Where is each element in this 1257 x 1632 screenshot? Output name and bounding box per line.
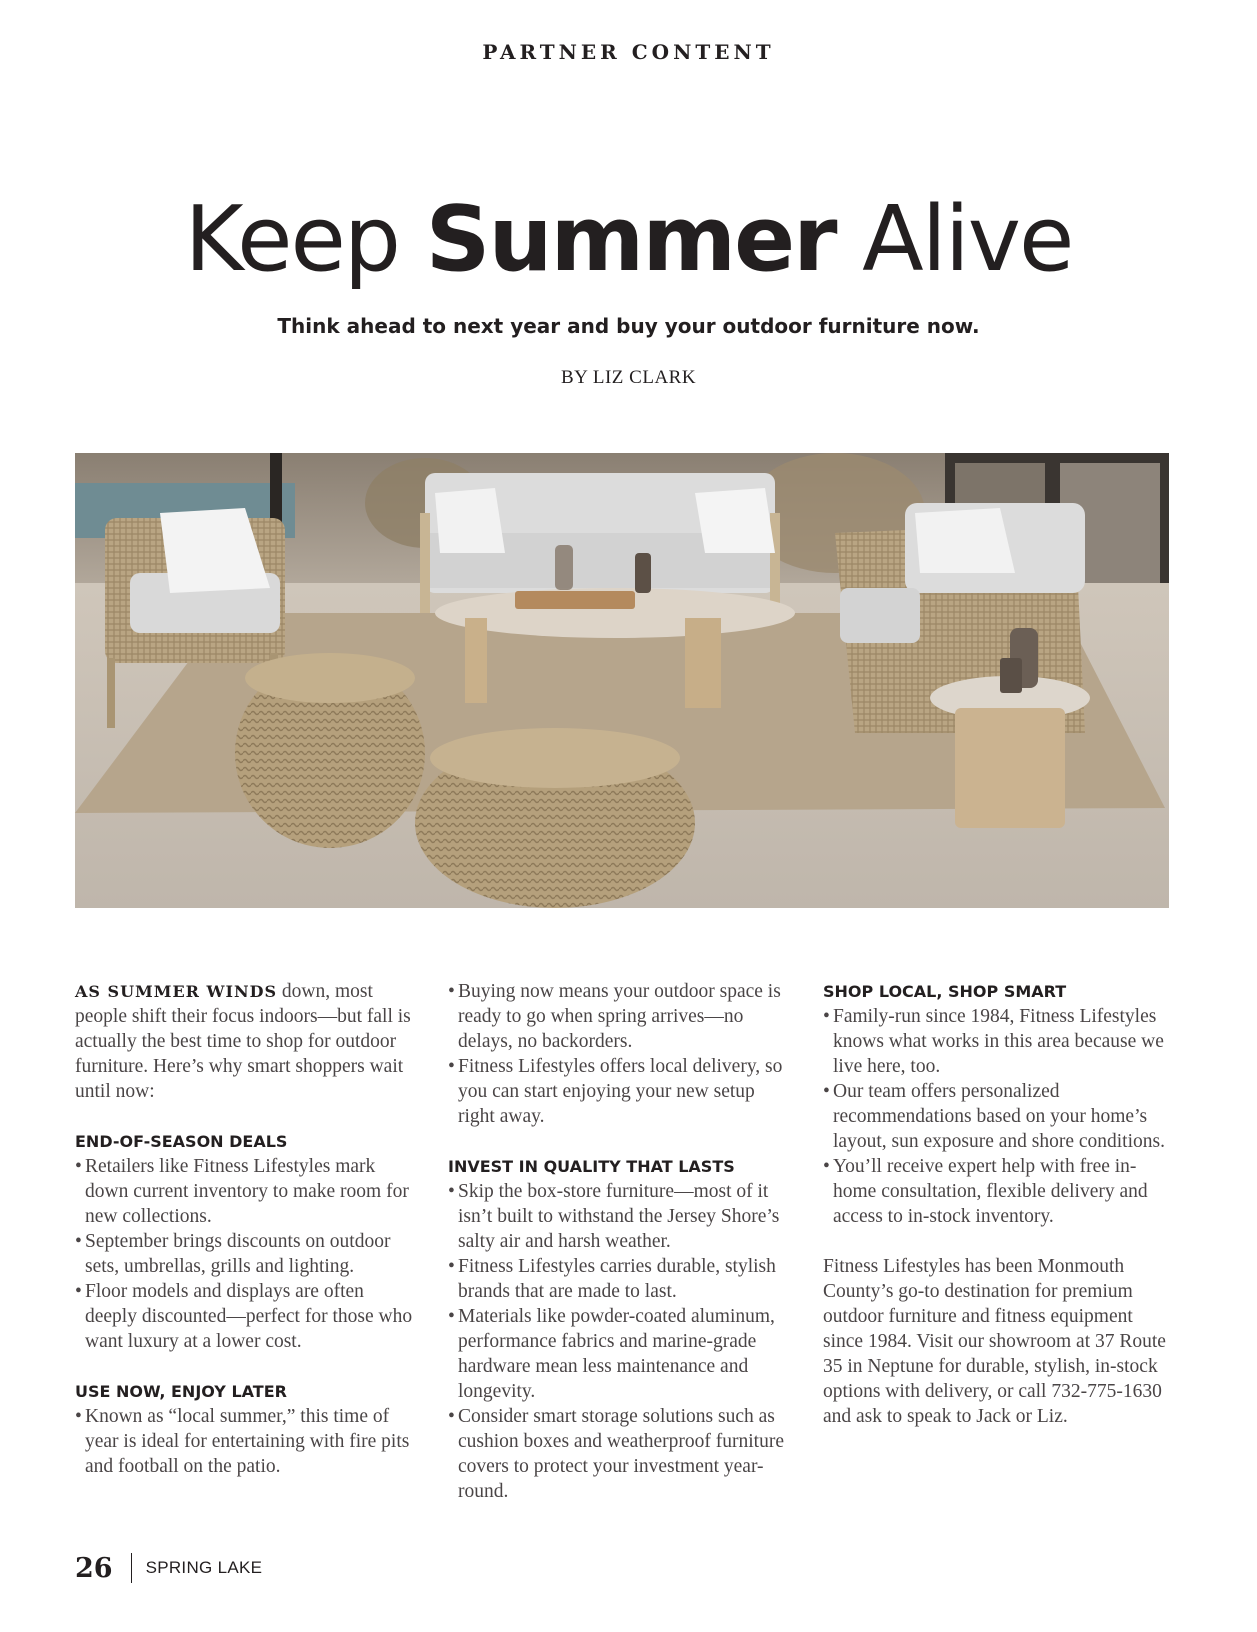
article-column-2 <box>448 979 793 1504</box>
intro-lead-in: AS SUMMER WINDS <box>75 982 278 1001</box>
list-item: • Our team offers personalized recommendations based on your home’s layout, sun exposure and shore conditions. <box>823 1079 1168 1154</box>
list-item: • Fitness Lifestyles offers local delivery, so you can start enjoying your new setup right away. <box>448 1054 793 1129</box>
invest-in-quality-list <box>448 1179 793 1504</box>
section-heading-invest-in-quality: INVEST IN QUALITY THAT LASTS <box>448 1157 735 1176</box>
list-item: • You’ll receive expert help with free in-home consultation, flexible delivery and access to in-stock inventory. <box>823 1154 1168 1229</box>
article-dek: Think ahead to next year and buy your outdoor furniture now. <box>277 314 980 338</box>
section-heading-shop-local: SHOP LOCAL, SHOP SMART <box>823 982 1067 1001</box>
closing-paragraph: Fitness Lifestyles has been Monmouth County’s go-to destination for premium outdoor furniture and fitness equipment since 1984. Visit our showroom at 37 Route 35 in Neptune for durable, stylish, in-stock options with delivery, or call 732-775-1630 and ask to speak to Jack or Liz. <box>823 1256 1166 1427</box>
list-item: • September brings discounts on outdoor sets, umbrellas, grills and lighting. <box>75 1229 420 1279</box>
title-part-summer: Summer <box>425 187 836 292</box>
list-item: • Known as “local summer,” this time of year is ideal for entertaining with fire pits and football on the patio. <box>75 1404 420 1479</box>
use-now-enjoy-later-list <box>75 1404 420 1479</box>
intro-text: down, most people shift their focus indoors—but fall is actually the best time to shop for outdoor furniture. Here’s why smart shoppers wait until now: <box>75 981 411 1102</box>
publication-name: SPRING LAKE <box>145 1558 263 1577</box>
patio-illustration <box>75 453 1169 908</box>
page-number: 26 <box>75 1552 113 1584</box>
article-column-3 <box>823 979 1168 1429</box>
article-column-1 <box>75 979 420 1479</box>
section-heading-use-now-enjoy-later: USE NOW, ENJOY LATER <box>75 1382 287 1401</box>
list-item: • Consider smart storage solutions such as cushion boxes and weatherproof furniture covers to protect your investment year-round. <box>448 1404 793 1504</box>
list-item: • Floor models and displays are often deeply discounted—perfect for those who want luxury at a lower cost. <box>75 1279 420 1354</box>
title-part-alive: Alive <box>835 187 1073 292</box>
page-folio <box>75 1550 262 1586</box>
section-heading-end-of-season-deals: END-OF-SEASON DEALS <box>75 1132 288 1151</box>
list-item: • Family-run since 1984, Fitness Lifestyles knows what works in this area because we live here, too. <box>823 1004 1168 1079</box>
list-item: • Materials like powder-coated aluminum, performance fabrics and marine-grade hardware mean less maintenance and longevity. <box>448 1304 793 1404</box>
list-item: • Buying now means your outdoor space is ready to go when spring arrives—no delays, no backorders. <box>448 979 793 1054</box>
end-of-season-deals-list <box>75 1154 420 1354</box>
list-item: • Fitness Lifestyles carries durable, stylish brands that are made to last. <box>448 1254 793 1304</box>
folio-divider <box>131 1553 132 1583</box>
shop-local-list <box>823 1004 1168 1229</box>
list-item: • Skip the box-store furniture—most of it isn’t built to withstand the Jersey Shore’s salty air and harsh weather. <box>448 1179 793 1254</box>
intro-paragraph <box>75 979 420 1104</box>
title-part-keep: Keep <box>184 187 426 292</box>
page-title <box>0 185 1257 295</box>
partner-content-label: PARTNER CONTENT <box>482 40 775 64</box>
article-byline: BY LIZ CLARK <box>560 367 697 388</box>
list-item: • Retailers like Fitness Lifestyles mark down current inventory to make room for new collections. <box>75 1154 420 1229</box>
use-now-enjoy-later-list-continued <box>448 979 793 1129</box>
outdoor-furniture-photo <box>75 453 1169 908</box>
